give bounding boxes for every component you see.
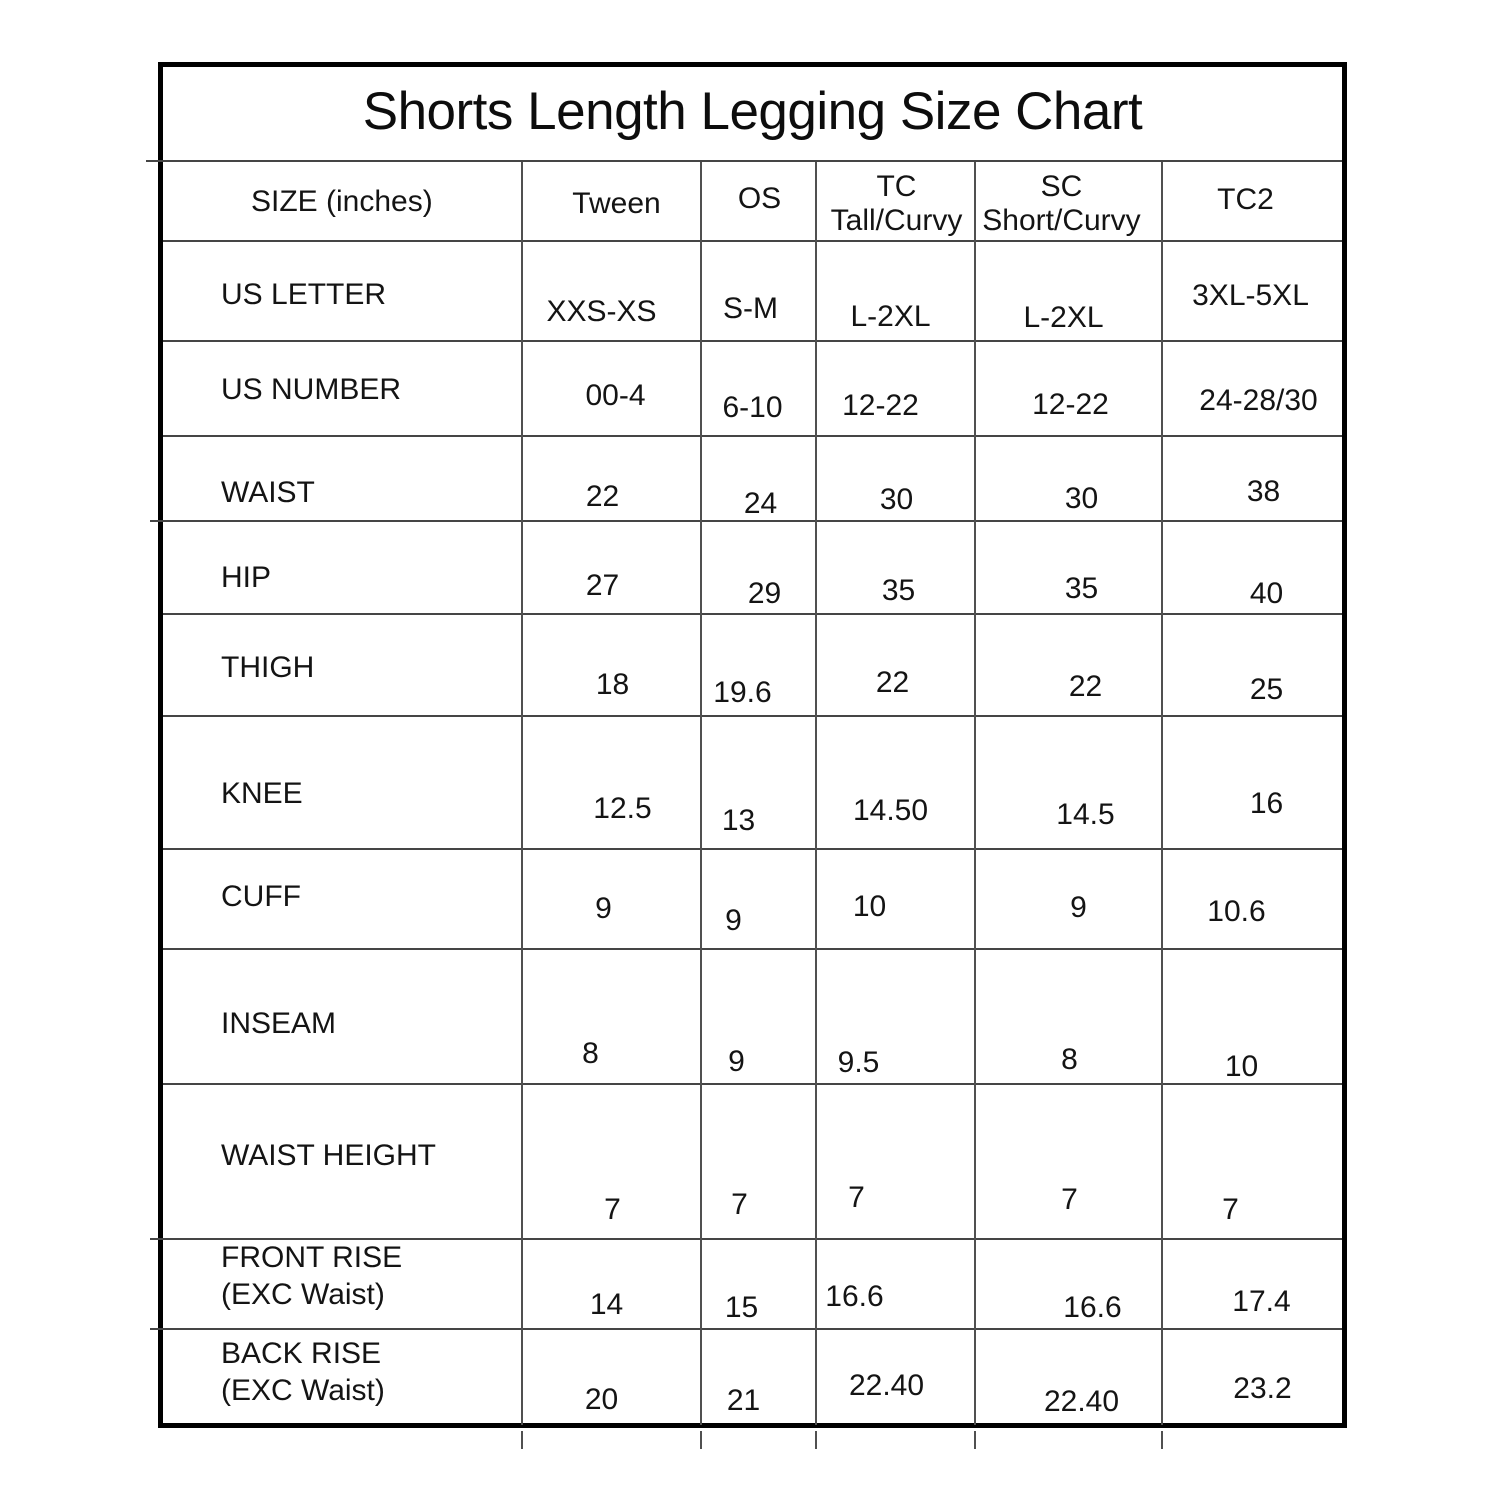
- cell-knee-tc2: [1163, 717, 1342, 850]
- cell-knee-sc: [976, 717, 1163, 850]
- column-line-stub: [974, 1431, 976, 1449]
- cell-text: 12.5: [593, 791, 652, 825]
- cell-text: 12-22: [1032, 387, 1109, 421]
- cell-text: 9.5: [837, 1045, 880, 1079]
- cell-us-letter-tc: [817, 242, 976, 342]
- cell-text: 16: [1249, 786, 1284, 820]
- cell-waist-tc: [817, 437, 976, 522]
- header-sc: [976, 162, 1163, 242]
- cell-text: 38: [1246, 474, 1281, 508]
- cell-waist-os: [702, 437, 817, 522]
- cell-back-rise-tc2: [1163, 1330, 1342, 1425]
- cell-text: L-2XL: [1023, 301, 1104, 334]
- cell-text: 22.40: [848, 1368, 925, 1402]
- cell-text: 30: [879, 482, 914, 516]
- cell-text: 35: [881, 573, 916, 607]
- cell-us-number-tween: [523, 342, 702, 437]
- cell-text: 8: [582, 1036, 599, 1070]
- cell-text: 16.6: [1063, 1291, 1122, 1324]
- cell-front-rise-tc2: [1163, 1240, 1342, 1330]
- cell-us-letter-sc: [976, 242, 1163, 342]
- row-label-back-rise: [163, 1330, 523, 1425]
- cell-text: 9: [595, 892, 612, 925]
- header-os-text: OS: [737, 182, 782, 215]
- cell-back-rise-os: [702, 1330, 817, 1425]
- header-tc-line2: Tall/Curvy: [830, 204, 963, 237]
- cell-text: 21: [726, 1383, 761, 1417]
- cell-waist-height-tc2: [1163, 1085, 1342, 1240]
- cell-front-rise-tween: [523, 1240, 702, 1330]
- header-size-text: SIZE (inches): [251, 185, 433, 218]
- cell-text: XXS-XS: [546, 295, 657, 328]
- cell-thigh-sc: [976, 615, 1163, 717]
- cell-waist-height-tween: [523, 1085, 702, 1240]
- cell-inseam-tween: [523, 950, 702, 1085]
- cell-thigh-tc2: [1163, 615, 1342, 717]
- cell-waist-height-os: [702, 1085, 817, 1240]
- column-line-stub: [815, 1431, 817, 1449]
- cell-text: 7: [1061, 1182, 1078, 1216]
- cell-text: 10.6: [1207, 895, 1266, 928]
- cell-hip-tween: [523, 522, 702, 615]
- row-label-text: WAIST HEIGHT: [221, 1138, 437, 1172]
- row-label-text: HIP: [221, 560, 272, 594]
- header-tc-line1: TC: [876, 170, 917, 203]
- cell-back-rise-tween: [523, 1330, 702, 1425]
- row-label-line1: FRONT RISE: [221, 1241, 403, 1274]
- cell-text: 7: [1222, 1192, 1239, 1226]
- header-os: [702, 162, 817, 242]
- cell-us-number-tc: [817, 342, 976, 437]
- cell-text: 14.50: [852, 793, 929, 827]
- cell-text: 16.6: [825, 1280, 884, 1313]
- row-label-line2: (EXC Waist): [221, 1373, 385, 1407]
- cell-text: 10: [852, 890, 887, 923]
- cell-text: 18: [595, 668, 630, 701]
- cell-us-number-os: [702, 342, 817, 437]
- chart-title-text: Shorts Length Legging Size Chart: [362, 82, 1143, 141]
- cell-text: 13: [721, 803, 756, 837]
- row-label-waist: [163, 437, 523, 522]
- cell-us-letter-os: [702, 242, 817, 342]
- cell-text: 7: [731, 1187, 748, 1221]
- row-label-inseam: [163, 950, 523, 1085]
- cell-text: 9: [728, 1044, 745, 1078]
- cell-thigh-tween: [523, 615, 702, 717]
- cell-us-number-tc2: [1163, 342, 1342, 437]
- header-tc: [817, 162, 976, 242]
- row-label-hip: [163, 522, 523, 615]
- cell-inseam-tc2: [1163, 950, 1342, 1085]
- header-tc2: [1163, 162, 1342, 242]
- cell-cuff-tc2: [1163, 850, 1342, 950]
- cell-thigh-tc: [817, 615, 976, 717]
- cell-text: 00-4: [585, 378, 646, 412]
- cell-text: 12-22: [842, 388, 919, 422]
- header-tc-text: [831, 170, 963, 238]
- header-tween-text: Tween: [572, 187, 661, 220]
- cell-text: 8: [1061, 1042, 1078, 1076]
- row-label-line2: (EXC Waist): [221, 1278, 385, 1311]
- cell-waist-height-sc: [976, 1085, 1163, 1240]
- cell-thigh-os: [702, 615, 817, 717]
- column-line-stub: [1161, 1431, 1163, 1449]
- cell-front-rise-sc: [976, 1240, 1163, 1330]
- cell-hip-tc: [817, 522, 976, 615]
- row-label-knee: [163, 717, 523, 850]
- cell-text: 20: [584, 1382, 619, 1416]
- cell-text: 10: [1224, 1049, 1259, 1083]
- row-label-us-letter: [163, 242, 523, 342]
- cell-text: 30: [1064, 481, 1099, 515]
- cell-waist-height-tc: [817, 1085, 976, 1240]
- row-label-us-number: [163, 342, 523, 437]
- cell-text: S-M: [723, 292, 778, 325]
- row-label-text: INSEAM: [221, 1006, 337, 1040]
- cell-waist-sc: [976, 437, 1163, 522]
- row-label-front-rise: [163, 1240, 523, 1330]
- header-sc-text: [982, 170, 1140, 238]
- cell-text: 7: [604, 1192, 621, 1226]
- row-label-waist-height: [163, 1085, 523, 1240]
- cell-knee-os: [702, 717, 817, 850]
- row-label-text: THIGH: [221, 651, 315, 684]
- chart-title: [163, 67, 1342, 162]
- cell-waist-tc2: [1163, 437, 1342, 522]
- cell-front-rise-tc: [817, 1240, 976, 1330]
- cell-text: 23.2: [1233, 1371, 1292, 1405]
- cell-knee-tween: [523, 717, 702, 850]
- row-label-text: CUFF: [221, 880, 301, 913]
- header-sc-line1: SC: [1040, 170, 1083, 203]
- cell-us-letter-tween: [523, 242, 702, 342]
- column-line-stub: [700, 1431, 702, 1449]
- row-label-cuff: [163, 850, 523, 950]
- row-label-text: WAIST: [221, 475, 315, 509]
- cell-text: 40: [1249, 576, 1284, 610]
- header-sc-line2: Short/Curvy: [982, 204, 1141, 237]
- cell-hip-os: [702, 522, 817, 615]
- cell-text: 27: [585, 568, 620, 602]
- row-label-line1: BACK RISE: [221, 1336, 382, 1370]
- row-label-text: US NUMBER: [221, 372, 402, 406]
- cell-text: 22: [585, 479, 620, 513]
- cell-text: 7: [848, 1180, 865, 1214]
- header-tween: [523, 162, 702, 242]
- cell-cuff-sc: [976, 850, 1163, 950]
- row-label-thigh: [163, 615, 523, 717]
- row-label-text: US LETTER: [221, 278, 387, 311]
- cell-inseam-tc: [817, 950, 976, 1085]
- cell-text: 22: [1068, 670, 1103, 703]
- row-label-text: KNEE: [221, 776, 303, 810]
- cell-hip-tc2: [1163, 522, 1342, 615]
- cell-text: 22: [875, 666, 910, 699]
- column-line-stub: [521, 1431, 523, 1449]
- header-tc2-text: TC2: [1217, 183, 1274, 216]
- cell-text: 14: [589, 1288, 624, 1321]
- cell-inseam-os: [702, 950, 817, 1085]
- cell-knee-tc: [817, 717, 976, 850]
- cell-text: 19.6: [713, 676, 772, 709]
- cell-us-number-sc: [976, 342, 1163, 437]
- cell-text: 17.4: [1232, 1285, 1291, 1318]
- cell-text: 24: [743, 486, 778, 520]
- cell-text: 6-10: [722, 390, 783, 424]
- cell-hip-sc: [976, 522, 1163, 615]
- cell-back-rise-tc: [817, 1330, 976, 1425]
- cell-text: 24-28/30: [1199, 383, 1318, 417]
- cell-inseam-sc: [976, 950, 1163, 1085]
- cell-cuff-tween: [523, 850, 702, 950]
- cell-cuff-tc: [817, 850, 976, 950]
- cell-text: 22.40: [1043, 1384, 1120, 1418]
- cell-us-letter-tc2: [1163, 242, 1342, 342]
- row-label-text: [221, 1335, 385, 1409]
- cell-back-rise-sc: [976, 1330, 1163, 1425]
- cell-text: 35: [1064, 571, 1099, 605]
- cell-text: 15: [724, 1291, 759, 1324]
- cell-front-rise-os: [702, 1240, 817, 1330]
- cell-text: 14.5: [1056, 797, 1115, 831]
- cell-text: 3XL-5XL: [1192, 279, 1309, 312]
- cell-text: 29: [747, 576, 782, 610]
- cell-text: 25: [1249, 673, 1284, 706]
- cell-text: 9: [725, 904, 742, 937]
- header-size: [163, 162, 523, 242]
- cell-cuff-os: [702, 850, 817, 950]
- row-label-text: [221, 1239, 402, 1313]
- cell-waist-tween: [523, 437, 702, 522]
- cell-text: 9: [1070, 891, 1087, 924]
- cell-text: L-2XL: [850, 300, 931, 333]
